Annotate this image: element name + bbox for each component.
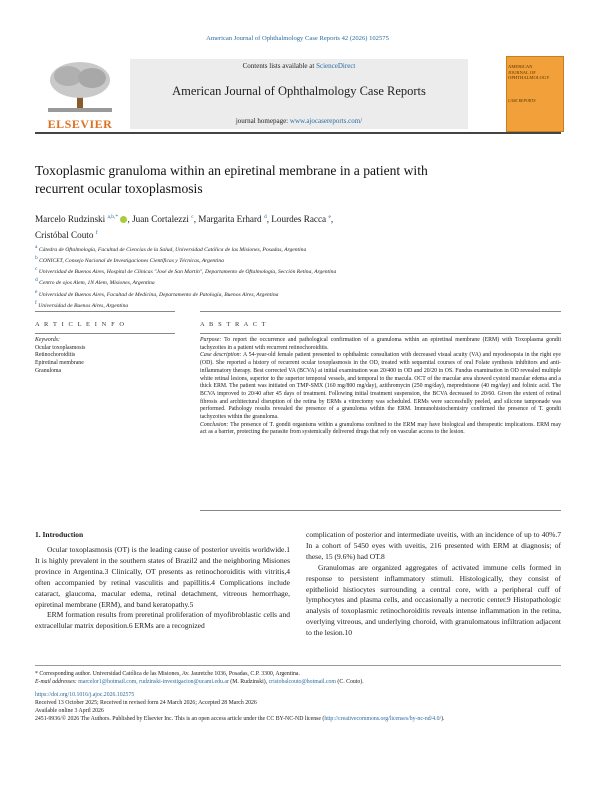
license-suffix: ). bbox=[441, 716, 445, 723]
affiliation-letter: d bbox=[35, 277, 38, 284]
orcid-icon[interactable] bbox=[120, 216, 127, 223]
article-info-rule bbox=[35, 311, 175, 312]
license-line bbox=[35, 715, 561, 723]
author-name[interactable]: Juan Cortalezzi bbox=[132, 214, 189, 225]
body-paragraph: Ocular toxoplasmosis (OT) is the leading cause of posterior uveitis worldwide.1 It is highly prevalent in the southern states of Brazil2 and the neighboring Misiones province in Argentina.3 Clinically, OT presents as retinochoroiditis with vitritis,4 often accompanied by retinal vasculitis and papillitis.4 Complications include cataract, glaucoma, macular edema, retinal detachment, vitreous hemorrhage, epiretinal membrane (ERM), and band keratopathy.5 bbox=[35, 545, 290, 609]
homepage-prefix: journal homepage: bbox=[235, 117, 290, 125]
footnotes bbox=[35, 670, 561, 724]
case-label: Case description: bbox=[200, 352, 242, 359]
doi-link[interactable]: https://doi.org/10.1016/j.ajoc.2026.102575 bbox=[35, 691, 135, 698]
contents-prefix: Contents lists available at bbox=[242, 62, 317, 70]
article-title bbox=[35, 162, 561, 198]
journal-title: American Journal of Ophthalmology Case Reports bbox=[172, 84, 426, 98]
contents-line bbox=[130, 62, 468, 70]
affiliation-item bbox=[35, 254, 561, 265]
email-label: E-mail addresses: bbox=[35, 679, 77, 686]
affiliation-marker[interactable]: e bbox=[328, 214, 331, 220]
affiliations bbox=[35, 243, 561, 310]
affiliation-letter: b bbox=[35, 255, 38, 262]
title-line: Toxoplasmic granuloma within an epiretinal membrane in a patient with bbox=[35, 163, 428, 178]
abstract-end-rule bbox=[200, 510, 561, 511]
body-column-left bbox=[35, 545, 290, 632]
article-info-rule bbox=[35, 333, 175, 334]
author-name[interactable]: Cristóbal Couto bbox=[35, 230, 94, 241]
affiliation-text: Universidad de Buenos Aires, Argentina bbox=[38, 302, 129, 309]
conclusion-label: Conclusion: bbox=[200, 421, 229, 428]
case-text: A 54-year-old female patient presented to ophthalmic consultation with decreased visual acuity (VA) and myodesopsia in the right eye (OD). She reported a history of recurrent ocular toxoplasmosis in the OD, treated with sequential courses of oral Folate synthesis inhibitors and anti-inflammatory therapy. Best corrected VA (BCVA) at initial examination was 20/400 in OD and 20/20 in OS. Fundus examination in OD revealed multiple white retinal lesions, superior to the superior temporal vessels, and temporal to the macula. OCT of the macular area showed cystoid macular edema and a thick ERM. The patient was initiated on TMP-SMX (160 mg/800 mg/day), azithromycin (250 mg/day), meprednisone (40 mg/day) and folinic acid. The BCVA improved to 20/40 after 45 days of treatment. Following initial treatment suspension, the BCVA decreased to 20/60. Given the extent of retinal fibrosis and architectural disruption of the retina by ERMs a vitrectomy was scheduled. ERMs were successfully peeled, and silicone tamponade was performed. Pathology results revealed the presence of a granuloma within the ERM. Immunohistochemistry confirmed the presence of T. gondii tachyzoites within the granuloma. bbox=[200, 352, 561, 421]
email-link[interactable]: marcelor1@hotmail.com, rudzinski-investigacion@ucami.edu.ar bbox=[78, 679, 229, 686]
affiliation-marker[interactable]: a,b,* bbox=[107, 214, 119, 220]
affiliation-text: Universidad de Buenos Aires, Facultad de Medicina, Departamento de Patología, Buenos Aires, Argentina bbox=[38, 291, 279, 298]
elsevier-logo[interactable]: ELSEVIER bbox=[47, 117, 113, 131]
abstract-rule bbox=[200, 311, 561, 312]
affiliation-marker[interactable]: f bbox=[95, 230, 98, 237]
abstract-body bbox=[200, 337, 561, 437]
affiliation-letter: f bbox=[35, 299, 37, 306]
homepage-link[interactable]: www.ajocasereports.com/ bbox=[289, 117, 363, 125]
keywords-label: Keywords: bbox=[35, 337, 60, 343]
cover-title-line: OPHTHALMOLOGY bbox=[508, 75, 550, 81]
section-heading: 1. Introduction bbox=[35, 530, 84, 539]
affiliation-text: Cátedra de Oftalmología, Facultad de Ciencias de la Salud, Universidad Católica de las Misiones, Posadas, Argentina bbox=[38, 246, 307, 253]
sciencedirect-link[interactable]: ScienceDirect bbox=[316, 62, 356, 70]
available-online: Available online 3 April 2026 bbox=[35, 708, 104, 715]
article-info-heading: A R T I C L E I N F O bbox=[35, 321, 126, 328]
cover-title-line: AMERICAN bbox=[508, 64, 533, 69]
affiliation-letter: c bbox=[35, 266, 38, 273]
abstract-conclusion bbox=[200, 422, 561, 437]
elsevier-tree-logo bbox=[44, 60, 116, 114]
affiliation-text: Centro de ojos Alem, 1N Alem, Misiones, Argentina bbox=[39, 280, 155, 287]
email-line bbox=[35, 678, 561, 686]
body-paragraph: ERM formation results from preretinal proliferation of myofibroblastic cells and extracellular matrix deposition.6 ERMs are a recognized bbox=[35, 610, 290, 631]
keyword-item: Retinochoroiditis bbox=[35, 352, 76, 359]
affiliation-letter: a bbox=[35, 244, 38, 250]
affiliation-marker[interactable]: c bbox=[191, 214, 194, 220]
email-owner: (M. Rudzinski), bbox=[230, 679, 268, 686]
conclusion-text: The presence of T. gondii organisms within a granuloma confined to the ERM may have biological and therapeutic implications. ERM may act as a barrier, protecting the parasite from systemically delivered drugs that rely on vascular access to the lesion. bbox=[200, 421, 561, 436]
purpose-label: Purpose: bbox=[200, 337, 222, 343]
license-text: 2451-9936/© 2026 The Authors. Published by Elsevier Inc. This is an open access article under the CC BY-NC-ND license ( bbox=[35, 716, 325, 723]
keyword-item: Ocular toxoplasmosis bbox=[35, 344, 86, 351]
affiliation-marker[interactable]: d bbox=[263, 214, 267, 220]
keywords-block bbox=[35, 337, 175, 376]
affiliation-item bbox=[35, 243, 561, 254]
abstract-heading: A B S T R A C T bbox=[200, 321, 268, 328]
abstract-rule bbox=[200, 333, 561, 334]
email-link[interactable]: cristobalcouto@hotmail.com bbox=[268, 679, 336, 686]
cover-subtitle: CASE REPORTS bbox=[508, 98, 536, 103]
affiliation-item bbox=[35, 299, 561, 310]
abstract-case bbox=[200, 352, 561, 421]
affiliation-text: CONICET, Consejo Nacional de Investigaciones Científicas y Técnicas, Argentina bbox=[39, 258, 224, 265]
body-column-right bbox=[306, 530, 561, 639]
keyword-item: Epiretinal membrane bbox=[35, 360, 84, 367]
author-list: Marcelo Rudzinski $^{a,b,*}$ , Juan Cortalezzi $^c$, Margarita Erhard $^d$, Lourdes Racca $^e$, Cristóbal Couto $^f$ bbox=[35, 214, 334, 241]
license-link[interactable]: http://creativecommons.org/licenses/by-nc-nd/4.0/ bbox=[324, 716, 442, 723]
cover-title bbox=[508, 64, 560, 81]
header-rule bbox=[35, 132, 561, 134]
author-name[interactable]: Margarita Erhard bbox=[198, 214, 262, 225]
affiliation-letter: e bbox=[35, 288, 38, 295]
affiliation-text: Universidad de Buenos Aires, Hospital de Clínicas "José de San Martín", Departamento de Oftalmología, Sección Retina, Argentina bbox=[38, 269, 337, 276]
cover-title-line: JOURNAL OF bbox=[508, 69, 536, 75]
affiliation-item bbox=[35, 276, 561, 287]
homepage-line bbox=[130, 117, 468, 125]
email-owner: (C. Couto). bbox=[337, 679, 364, 686]
journal-reference[interactable]: American Journal of Ophthalmology Case Reports 42 (2026) 102575 bbox=[206, 35, 389, 42]
body-paragraph: complication of posterior and intermediate uveitis, with an incidence of up to 40%.7 In a cohort of 5450 eyes with uveitis, 216 presented with ERM at diagnosis; of these, 15 (9.6%) had OT.8 bbox=[306, 530, 561, 561]
affiliation-item bbox=[35, 265, 561, 276]
affiliation-item bbox=[35, 288, 561, 299]
abstract-purpose bbox=[200, 337, 561, 352]
footnote-rule bbox=[35, 665, 561, 666]
author-name[interactable]: Marcelo Rudzinski bbox=[35, 214, 106, 225]
purpose-text: To report the occurrence and pathological confirmation of a granuloma within an epiretinal membrane (ERM) with Toxoplasma gondii tachyzoites in a patient with recurrent retinochoroiditis. bbox=[200, 337, 561, 351]
corresponding-author-note: * Corresponding author. Universidad Católica de las Misiones, Av. Jauretche 1036, Posadas, C.P. 3300, Argentina. bbox=[35, 671, 300, 677]
title-line: recurrent ocular toxoplasmosis bbox=[35, 181, 203, 196]
keyword-item: Granuloma bbox=[35, 367, 62, 374]
author-name[interactable]: Lourdes Racca bbox=[271, 214, 327, 225]
received-dates: Received 13 October 2025; Received in revised form 24 March 2026; Accepted 28 March 2026 bbox=[35, 699, 257, 706]
body-paragraph: Granulomas are organized aggregates of activated immune cells formed in response to persistent inflammatory stimuli. Histologically, they consist of epithelioid histiocytes surrounding a central core, with a peripheral cuff of lymphocytes and plasma cells, and occasionally a necrotic center.9 Histopathologic analysis of toxoplasmic retinochoroiditis reveals intense inflammation in the retina, overlying vitreous, and underlying choroid, with granulomatous infiltration adjacent to the lesion.10 bbox=[306, 562, 561, 638]
